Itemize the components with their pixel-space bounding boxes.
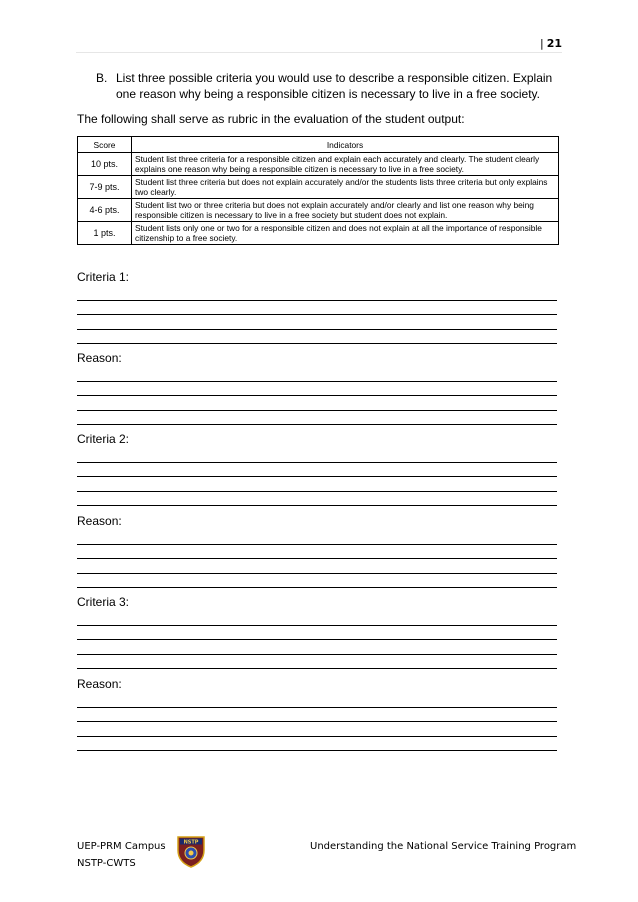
answer-line[interactable] <box>77 559 557 574</box>
answer-line[interactable] <box>77 655 557 670</box>
rubric-row <box>78 153 559 176</box>
answer-line[interactable] <box>77 382 557 397</box>
reason-3-section <box>77 677 557 751</box>
rubric-row <box>78 199 559 222</box>
answer-line[interactable] <box>77 722 557 737</box>
criteria-3-label: Criteria 3: <box>77 595 130 609</box>
reason-1-section <box>77 351 557 425</box>
criteria-2-label: Criteria 2: <box>77 432 130 446</box>
page-number <box>540 37 562 50</box>
page-number-value: 21 <box>546 37 562 50</box>
rubric-indicator: Student list three criteria but does not explain accurately and/or the students lists three criteria but only explains two clearly. <box>132 176 559 199</box>
rubric-indicator: Student lists only one or two for a responsible citizen and does not explain at all the importance of responsible citizenship to a free society. <box>132 222 559 245</box>
answer-line[interactable] <box>77 396 557 411</box>
question-letter: B. <box>96 71 108 85</box>
footer-campus: UEP-PRM Campus <box>77 841 166 852</box>
criteria-2-section <box>77 432 557 506</box>
question-text: List three possible criteria you would use to describe a responsible citizen. Explain one reason why being a responsible citizen is necessary to live in a free society. <box>116 71 553 101</box>
rubric-header-indicators: Indicators <box>132 137 559 153</box>
reason-2-label: Reason: <box>77 514 122 528</box>
answer-line[interactable] <box>77 708 557 723</box>
answer-line[interactable] <box>77 301 557 316</box>
criteria-3-section <box>77 595 557 669</box>
answer-line[interactable] <box>77 530 557 545</box>
rubric-indicator: Student list two or three criteria but does not explain accurately and/or clearly and list one reason why being responsible citizen is necessary to live in a free society but student does not explain. <box>132 199 559 222</box>
rubric-intro: The following shall serve as rubric in the evaluation of the student output: <box>77 112 465 126</box>
answer-line[interactable] <box>77 477 557 492</box>
answer-line[interactable] <box>77 367 557 382</box>
rubric-row <box>78 222 559 245</box>
answer-line[interactable] <box>77 626 557 641</box>
answer-line[interactable] <box>77 315 557 330</box>
rubric-header-row <box>78 137 559 153</box>
criteria-1-section <box>77 270 557 344</box>
answer-line[interactable] <box>77 693 557 708</box>
answer-line[interactable] <box>77 737 557 752</box>
question-b <box>96 70 556 102</box>
footer-title: Understanding the National Service Training Program <box>310 841 577 852</box>
page-number-separator: | <box>539 37 544 50</box>
answer-line[interactable] <box>77 545 557 560</box>
answer-line[interactable] <box>77 611 557 626</box>
nstp-logo-icon <box>176 834 206 868</box>
rubric-header-score: Score <box>78 137 132 153</box>
answer-line[interactable] <box>77 492 557 507</box>
answer-line[interactable] <box>77 286 557 301</box>
rubric-score: 10 pts. <box>78 153 132 176</box>
rubric-score: 7-9 pts. <box>78 176 132 199</box>
rubric-indicator: Student list three criteria for a responsible citizen and explain each accurately and clearly. The student clearly explains one reason why being a responsible citizen is necessary to live in a free society. <box>132 153 559 176</box>
rubric-score: 4-6 pts. <box>78 199 132 222</box>
reason-2-section <box>77 514 557 588</box>
footer-program-code: NSTP-CWTS <box>77 858 136 869</box>
rubric-row <box>78 176 559 199</box>
answer-line[interactable] <box>77 463 557 478</box>
rubric-table <box>77 136 559 245</box>
reason-1-label: Reason: <box>77 351 122 365</box>
logo-text: NSTP <box>183 839 199 846</box>
reason-3-label: Reason: <box>77 677 122 691</box>
answer-line[interactable] <box>77 411 557 426</box>
rubric-score: 1 pts. <box>78 222 132 245</box>
header-rule <box>76 52 562 53</box>
answer-line[interactable] <box>77 640 557 655</box>
answer-line[interactable] <box>77 574 557 589</box>
answer-line[interactable] <box>77 448 557 463</box>
answer-line[interactable] <box>77 330 557 345</box>
criteria-1-label: Criteria 1: <box>77 270 130 284</box>
footer-left <box>77 838 166 872</box>
